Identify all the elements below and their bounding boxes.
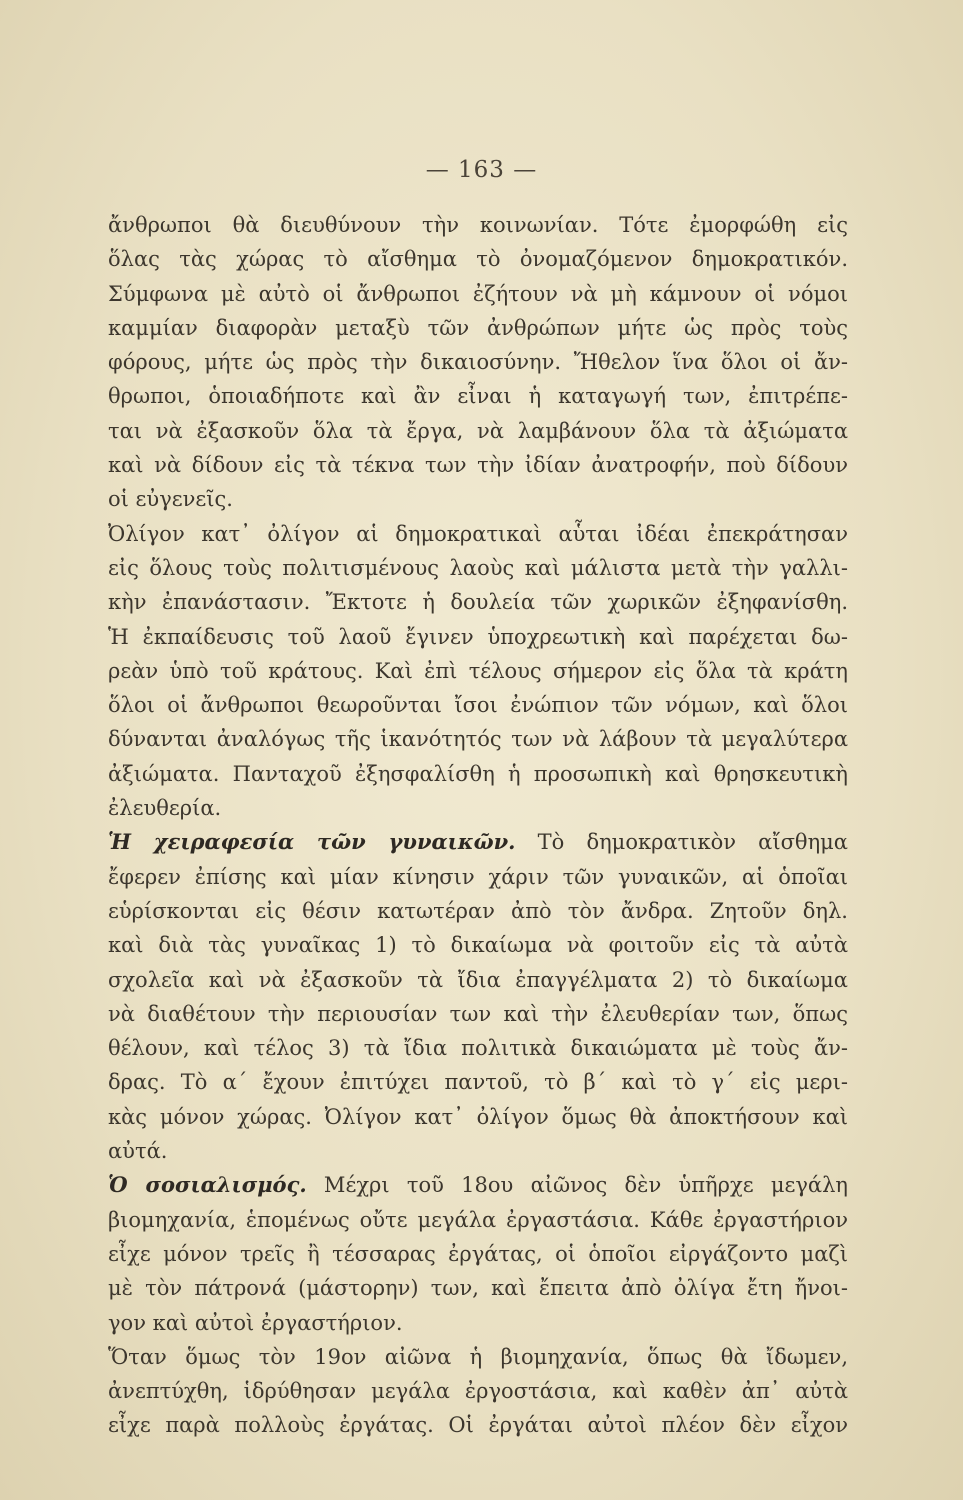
- text-line: [108, 208, 848, 242]
- text-line: [108, 585, 848, 619]
- line-text: ται νὰ ἐξασκοῦν ὅλα τὰ ἔργα, νὰ λαμβάνουν ὅλα τὰ ἀξιώματα: [108, 418, 848, 443]
- line-text: εἰς ὅλους τοὺς πολιτισμένους λαοὺς καὶ μάλιστα μετὰ τὴν γαλλι-: [108, 555, 848, 580]
- text-line: [108, 379, 848, 413]
- line-text: Ὀλίγον κατ᾽ ὀλίγον αἱ δημοκρατικαὶ αὗται ἰδέαι ἐπεκράτησαν: [108, 521, 848, 546]
- line-text: Μέχρι τοῦ 18ου αἰῶνος δὲν ὑπῆρχε μεγάλη: [306, 1173, 848, 1198]
- line-text: θρωποι, ὁποιαδήποτε καὶ ἂν εἶναι ἡ καταγωγή των, ἐπιτρέπε-: [108, 384, 848, 409]
- text-line: [108, 791, 848, 825]
- line-text: ἔφερεν ἐπίσης καὶ μίαν κίνησιν χάριν τῶν γυναικῶν, αἱ ὁποῖαι: [108, 864, 848, 889]
- body-text: [108, 208, 848, 1443]
- section-heading: Ὁ σοσιαλισμός.: [108, 1172, 307, 1198]
- line-text: Ἡ ἐκπαίδευσις τοῦ λαοῦ ἔγινεν ὑποχρεωτικὴ καὶ παρέχεται δω-: [108, 624, 848, 649]
- text-line: [108, 1100, 848, 1134]
- section-heading: Ἡ χειραφεσία τῶν γυναικῶν.: [108, 829, 516, 855]
- page-number: — 163 —: [425, 157, 538, 183]
- line-text: ὅλας τὰς χώρας τὸ αἴσθημα τὸ ὀνομαζόμενον δημοκρατικόν.: [108, 247, 848, 272]
- line-text: σχολεῖα καὶ νὰ ἐξασκοῦν τὰ ἴδια ἐπαγγέλματα 2) τὸ δικαίωμα: [108, 967, 848, 992]
- text-line: [108, 757, 848, 791]
- line-text: κὰς μόνον χώρας. Ὀλίγον κατ᾽ ὀλίγον ὅμως θὰ ἀποκτήσουν καὶ: [108, 1104, 848, 1129]
- line-text: αὐτά.: [108, 1139, 168, 1164]
- line-text: ἀξιώματα. Πανταχοῦ ἐξησφαλίσθη ἡ προσωπικὴ καὶ θρησκευτικὴ: [108, 761, 848, 786]
- line-text: κὴν ἐπανάστασιν. Ἔκτοτε ἡ δουλεία τῶν χωρικῶν ἐξηφανίσθη.: [108, 590, 848, 615]
- line-text: δύνανται ἀναλόγως τῆς ἱκανότητός των νὰ λάβουν τὰ μεγαλύτερα: [108, 727, 848, 752]
- line-text: καὶ νὰ δίδουν εἰς τὰ τέκνα των τὴν ἰδίαν ἀνατροφήν, ποὺ δίδουν: [108, 453, 848, 478]
- line-text: νὰ διαθέτουν τὴν περιουσίαν των καὶ τὴν ἐλευθερίαν των, ὅπως: [108, 1001, 848, 1026]
- line-text: ἐλευθερία.: [108, 796, 222, 821]
- text-line: [108, 414, 848, 448]
- text-line: [108, 1203, 848, 1237]
- line-text: Ὅταν ὅμως τὸν 19ον αἰῶνα ἡ βιομηχανία, ὅπως θὰ ἴδωμεν,: [108, 1344, 848, 1369]
- line-text: καὶ διὰ τὰς γυναῖκας 1) τὸ δικαίωμα νὰ φοιτοῦν εἰς τὰ αὐτὰ: [108, 933, 848, 958]
- text-line: [108, 345, 848, 379]
- text-line: [108, 1306, 848, 1340]
- text-line: [108, 722, 848, 756]
- line-text: εἶχε παρὰ πολλοὺς ἐργάτας. Οἱ ἐργάται αὐτοὶ πλέον δὲν εἶχον: [108, 1413, 848, 1438]
- line-text: ρεὰν ὑπὸ τοῦ κράτους. Καὶ ἐπὶ τέλους σήμερον εἰς ὅλα τὰ κράτη: [108, 658, 848, 683]
- text-line: [108, 517, 848, 551]
- line-text: δρας. Τὸ α´ ἔχουν ἐπιτύχει παντοῦ, τὸ β´ καὶ τὸ γ´ εἰς μερι-: [108, 1070, 848, 1095]
- line-text: οἱ εὐγενεῖς.: [108, 487, 233, 512]
- text-line: [108, 448, 848, 482]
- line-text: γον καὶ αὐτοὶ ἐργαστήριον.: [108, 1310, 403, 1335]
- text-line: [108, 1237, 848, 1271]
- text-line: [108, 242, 848, 276]
- text-line: [108, 1374, 848, 1408]
- text-line: [108, 311, 848, 345]
- line-text: Σύμφωνα μὲ αὐτὸ οἱ ἄνθρωποι ἐζήτουν νὰ μὴ κάμνουν οἱ νόμοι: [108, 281, 848, 306]
- text-line: [108, 277, 848, 311]
- text-line: [108, 1408, 848, 1442]
- text-line: [108, 654, 848, 688]
- text-line: [108, 1065, 848, 1099]
- line-text: ἄνθρωποι θὰ διευθύνουν τὴν κοινωνίαν. Τότε ἐμορφώθη εἰς: [108, 213, 848, 237]
- line-text: ὅλοι οἱ ἄνθρωποι θεωροῦνται ἴσοι ἐνώπιον τῶν νόμων, καὶ ὅλοι: [108, 693, 848, 718]
- text-line: [108, 825, 848, 859]
- line-text: βιομηχανία, ἑπομένως οὔτε μεγάλα ἐργαστάσια. Κάθε ἐργαστήριον: [108, 1207, 848, 1232]
- text-line: [108, 963, 848, 997]
- text-line: [108, 1340, 848, 1374]
- line-text: Τὸ δημοκρατικὸν αἴσθημα: [515, 830, 848, 855]
- line-text: εἶχε μόνον τρεῖς ἢ τέσσαρας ἐργάτας, οἱ ὁποῖοι εἰργάζοντο μαζὶ: [108, 1241, 848, 1266]
- text-line: [108, 1168, 848, 1202]
- text-line: [108, 997, 848, 1031]
- text-line: [108, 1271, 848, 1305]
- line-text: καμμίαν διαφορὰν μεταξὺ τῶν ἀνθρώπων μήτε ὡς πρὸς τοὺς: [108, 315, 848, 340]
- text-line: [108, 482, 848, 516]
- text-line: [108, 1031, 848, 1065]
- line-text: φόρους, μήτε ὡς πρὸς τὴν δικαιοσύνην. Ἤθελον ἵνα ὅλοι οἱ ἄν-: [108, 350, 848, 375]
- text-line: [108, 1134, 848, 1168]
- text-line: [108, 928, 848, 962]
- line-text: μὲ τὸν πάτρονά (μάστορην) των, καὶ ἔπειτα ἀπὸ ὀλίγα ἔτη ἤνοι-: [108, 1276, 848, 1301]
- text-line: [108, 551, 848, 585]
- text-line: [108, 860, 848, 894]
- line-text: ἀνεπτύχθη, ἱδρύθησαν μεγάλα ἐργοστάσια, καὶ καθὲν ἀπ᾽ αὐτὰ: [108, 1379, 848, 1404]
- text-line: [108, 688, 848, 722]
- text-line: [108, 894, 848, 928]
- text-line: [108, 620, 848, 654]
- line-text: εὑρίσκονται εἰς θέσιν κατωτέραν ἀπὸ τὸν ἄνδρα. Ζητοῦν δηλ.: [108, 898, 848, 923]
- line-text: θέλουν, καὶ τέλος 3) τὰ ἴδια πολιτικὰ δικαιώματα μὲ τοὺς ἄν-: [108, 1036, 848, 1061]
